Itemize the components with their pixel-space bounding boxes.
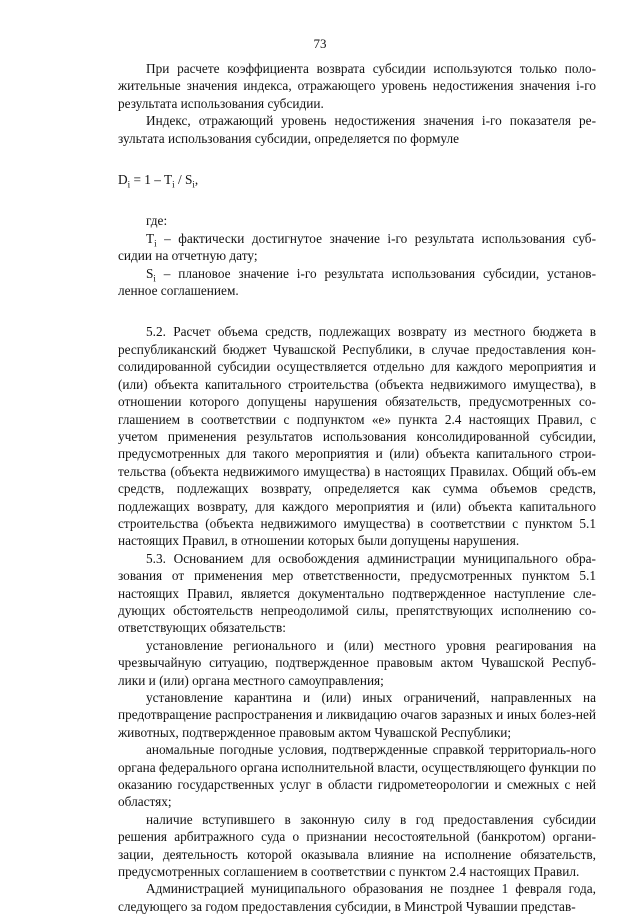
definition-s-text: – плановое значение i-го результата использования субсидии, установ-ленное соглашением. <box>118 265 596 299</box>
formula-d-subscript: i <box>127 179 131 190</box>
paragraph-administration: Администрацией муниципального образования не позднее 1 февраля года, следующего за годом предоставления субсидии, в Минстрой Чувашии представ- <box>118 881 596 914</box>
definition-t-subscript: i <box>154 238 157 249</box>
definition-s-subscript: i <box>153 273 156 284</box>
definition-t-symbol: T <box>146 230 155 246</box>
formula-d: D <box>118 172 128 188</box>
list-item-quarantine: установление карантина и (или) иных ограничений, направленных на предотвращение распространения и ликвидацию очагов заразных и иных болез-ней животных, подтвержденное правовым актом Чувашской Республики; <box>118 690 596 740</box>
formula-separator: / S <box>174 172 193 188</box>
formula-end: , <box>194 172 199 188</box>
page-number: 73 <box>313 36 327 51</box>
formula-t-subscript: i <box>172 179 175 190</box>
definition-s <box>118 265 596 300</box>
definition-t <box>118 230 596 265</box>
list-item-bankruptcy: наличие вступившего в законную силу в год предоставления субсидии решения арбитражного суда о признании несостоятельной (банкротом) органи-зации, деятельность которой оказывала влияние на исполнение обязательств, предусмотренных соглашением в соответствии с пунктом 2.4 настоящих Правил. <box>118 811 596 880</box>
paragraph-index-definition: Индекс, отражающий уровень недостижения значения i-го показателя ре-зультата использования субсидии, определяется по формуле <box>118 113 596 146</box>
paragraph-where: где: <box>146 213 168 229</box>
list-item-emergency: установление регионального и (или) местного уровня реагирования на чрезвычайную ситуацию, подтвержденное правовым актом Чувашской Респуб-лики и (или) органа местного самоуправления; <box>118 637 596 688</box>
paragraph-coefficient-note: При расчете коэффициента возврата субсидии используются только поло-жительные значения индекса, отражающего уровень недостижения значения i-го результата использования субсидии. <box>118 61 596 111</box>
list-item-weather: аномальные погодные условия, подтвержденные справкой территориаль-ного органа федерального органа исполнительной власти, осуществляющего функции по оказанию государственных услуг в области гидрометеорологии и смежных с ней областях; <box>118 742 596 810</box>
paragraph-5-3: 5.3. Основанием для освобождения администрации муниципального обра-зования от применения мер ответственности, предусмотренных пунктом 5.1 настоящих Правил, является документально подтвержденное наступление сле-дующих обстоятельств непреодолимой силы, препятствующих исполнению со-ответствующих обязательств: <box>118 550 596 636</box>
formula-s-subscript: i <box>192 179 195 190</box>
formula <box>118 171 596 188</box>
formula-middle: = 1 – T <box>130 172 173 188</box>
document-body <box>118 60 596 915</box>
definition-t-text: – фактически достигнутое значение i-го результата использования суб-сидии на отчетную дату; <box>118 230 596 264</box>
paragraph-5-2: 5.2. Расчет объема средств, подлежащих возврату из местного бюджета в республиканский бюджет Чувашской Республики, в случае предоставления кон-солидированной субсидии осуществляется отдельно для каждого мероприятия и (или) объекта капитального строительства (объекта недвижимого имущества), в отношении которого допущены нарушения обязательств, предусмотренных со-глашением в соответствии с подпунктом «е» пункта 2.4 настоящих Правил, с учетом применения результатов использования консолидированной субсидии, предусмотренных для такого мероприятия и (или) объекта капитального строи-тельства (объекта недвижимого имущества) в настоящих Правилах. Общий объ-ем средств, подлежащих возврату, определяется как сумма объемов средств, подлежащих возврату, для каждого мероприятия и (или) объекта капитального строительства (объекта недвижимого имущества) в соответствии с пунктом 5.1 настоящих Правил, в отношении которых были допущены нарушения. <box>118 324 596 549</box>
definition-s-symbol: S <box>146 265 154 281</box>
